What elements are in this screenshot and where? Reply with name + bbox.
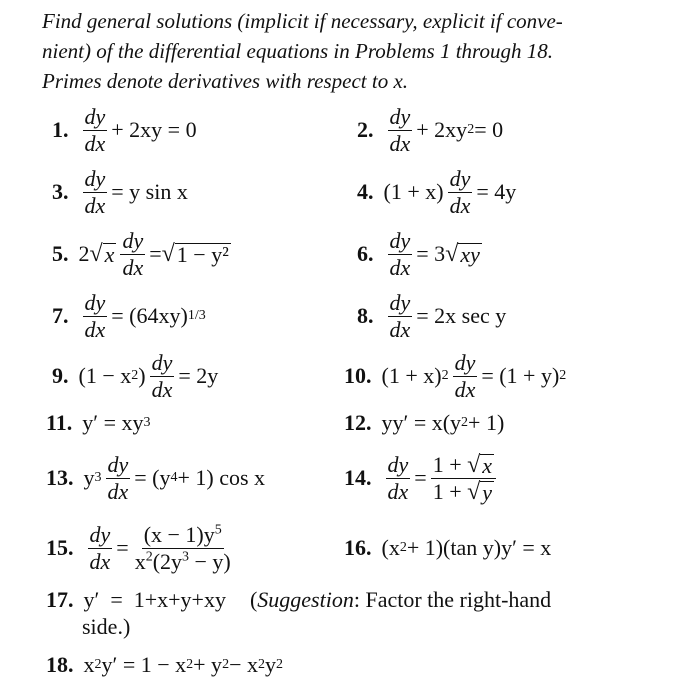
problem-number: 7. [52,303,69,328]
numerator: dy [84,165,106,191]
derivative-fraction [83,166,108,219]
derivative-fraction [388,290,413,343]
problem-number: 18. [46,652,74,677]
derivative-fraction [83,104,108,157]
problem-7: 7. $\frac{dy}{dx}$ = (64xy) 1/3 [52,289,206,342]
problem-8 [357,286,506,346]
equation-text: = (1 + y) [481,363,560,388]
equation-text: 1 + [432,451,468,477]
problem-16: 16. (x 2 + 1)(tan y)y′ = x [344,535,552,560]
equation-text: = 3 [416,241,446,266]
denominator [431,479,496,505]
equation-text: (1 − x [78,363,132,388]
equation-text: = y sin x [111,179,188,204]
problem-number: 13. [46,465,74,490]
square-root: √ y [467,478,493,505]
numerator: dy [389,227,411,253]
equation-text: (1 + x) [381,363,442,388]
suggestion-label: Suggestion [257,587,354,612]
problem-number: 8. [357,303,374,328]
problem-14 [344,448,500,508]
root-fraction [431,452,496,505]
derivative-fraction [386,452,411,505]
denominator: dx [89,548,111,574]
equation-text: ) [138,363,146,388]
numerator: dy [122,227,144,253]
numerator: dy [151,349,173,375]
equals-sign: = [414,465,427,490]
equation-text: (2y [152,548,183,574]
equation-text: x [83,652,95,677]
equation-text: + 2xy [416,117,468,142]
denominator: dx [389,316,411,342]
problem-number: 17. [46,587,74,612]
numerator [142,522,224,549]
problem-number: 4. [357,179,374,204]
numerator: dy [84,289,106,315]
equation-text: yy′ = x(y [381,410,462,435]
radicand: 1 − y² [176,241,229,267]
square-root: √ x [467,451,493,478]
denominator: dx [84,130,106,156]
equation-text: = 2y [178,363,219,388]
numerator: dy [389,103,411,129]
problem-number: 14. [344,465,372,490]
denominator: dx [389,130,411,156]
equation-text: = [149,241,162,266]
equation-text: = (y [134,465,171,490]
equation-text: − x [229,652,258,677]
derivative-fraction [150,350,175,403]
instructions-line-2: nient) of the differential equations in Problems 1 through 18. [42,39,553,63]
derivative-fraction [453,350,478,403]
instructions [42,6,682,96]
problem-15 [46,518,237,578]
radicand: x [482,452,493,478]
problem-number: 1. [52,117,69,142]
problem-11: 11. y′ = xy 3 [46,410,151,435]
rational-fraction [133,522,233,575]
derivative-fraction [120,228,145,281]
exponent: 2 [145,549,153,565]
open-paren: ( [249,587,258,612]
equation-text: − y) [189,548,231,574]
numerator: dy [449,165,471,191]
derivative-fraction [88,522,113,575]
suggestion-text: side.) [82,614,131,639]
equation-text: y [83,465,95,490]
equation-text: 1 + [432,478,468,504]
numerator: dy [387,451,409,477]
problem-5 [52,224,231,284]
square-root: √ x [89,240,115,267]
numerator [431,452,496,479]
equation-text: (x [381,535,400,560]
numerator: dy [454,349,476,375]
suggestion-text: : Factor the right-hand [353,587,552,612]
exponent: 3 [182,549,190,565]
equation-text: = 2x sec y [416,303,507,328]
problem-9: 9. (1 − x 2 ) $\frac{dy}{dx}$ = 2y [52,349,219,402]
equation-text: 2 [78,241,90,266]
equation-text: x [134,548,146,574]
denominator: dx [389,254,411,280]
numerator: dy [107,451,129,477]
problem-number: 6. [357,241,374,266]
problem-12: 12. yy′ = x(y 2 + 1) [344,410,505,435]
derivative-fraction [448,166,473,219]
equation-text: + y [193,652,223,677]
problem-number: 10. [344,363,372,388]
equation-text: + 1) [468,410,505,435]
problem-number: 16. [344,535,372,560]
problem-17-continuation [82,612,130,642]
problem-2: 2. $\frac{dy}{dx}$ + 2xy 2 = 0 [357,103,504,156]
problem-number: 2. [357,117,374,142]
problem-6 [357,224,482,284]
equation-text: y′ = 1 − x [101,652,187,677]
problem-18: 18. x 2 y′ = 1 − x 2 + y 2 − x 2 y 2 [46,652,283,677]
denominator [133,549,233,575]
denominator: dx [107,478,129,504]
denominator: dx [84,316,106,342]
radicand: xy [460,241,480,267]
problem-number: 12. [344,410,372,435]
equation-text: = (64xy) [111,303,188,328]
denominator: dx [84,192,106,218]
equation-text: = 0 [474,117,504,142]
square-root: √ xy [445,240,480,267]
problem-number: 5. [52,241,69,266]
problem-number: 9. [52,363,69,388]
instructions-line-3: Primes denote derivatives with respect to x. [42,69,409,93]
problem-13: 13. y 3 $\frac{dy}{dx}$ = (y 4 + 1) cos x [46,451,266,504]
equation-text: (1 + x) [383,179,444,204]
numerator: dy [84,103,106,129]
problem-number: 15. [46,535,74,560]
problem-number: 11. [46,410,73,435]
equation-text: y′ = xy [82,410,144,435]
denominator: dx [151,376,173,402]
numerator: dy [389,289,411,315]
equation-text: (x − 1)y [143,521,215,547]
denominator: dx [449,192,471,218]
denominator: dx [454,376,476,402]
problem-number: 3. [52,179,69,204]
radicand: x [104,241,115,267]
equation-text: + 1)(tan y)y′ = x [406,535,552,560]
derivative-fraction [106,452,131,505]
radicand: y [482,479,493,505]
equation-text: + 2xy = 0 [111,117,197,142]
equals-sign: = [116,535,129,560]
problem-3 [52,162,188,222]
problem-4 [357,162,516,222]
problem-10: 10. (1 + x) 2 $\frac{dy}{dx}$ = (1 + y) 2 [344,349,567,402]
equation-text: + 1) cos x [177,465,266,490]
equation-text: y [264,652,276,677]
derivative-fraction [388,228,413,281]
numerator: dy [89,521,111,547]
derivative-fraction [388,104,413,157]
denominator: dx [387,478,409,504]
equation-text: = 4y [476,179,517,204]
derivative-fraction [83,290,108,343]
equation-text: y′ = 1+x+y+xy [83,587,226,612]
denominator: dx [122,254,144,280]
square-root: √ 1 − y² [161,240,229,267]
problem-1 [52,100,197,160]
exponent: 5 [214,522,222,538]
instructions-line-1: Find general solutions (implicit if necessary, explicit if conve- [42,9,563,33]
